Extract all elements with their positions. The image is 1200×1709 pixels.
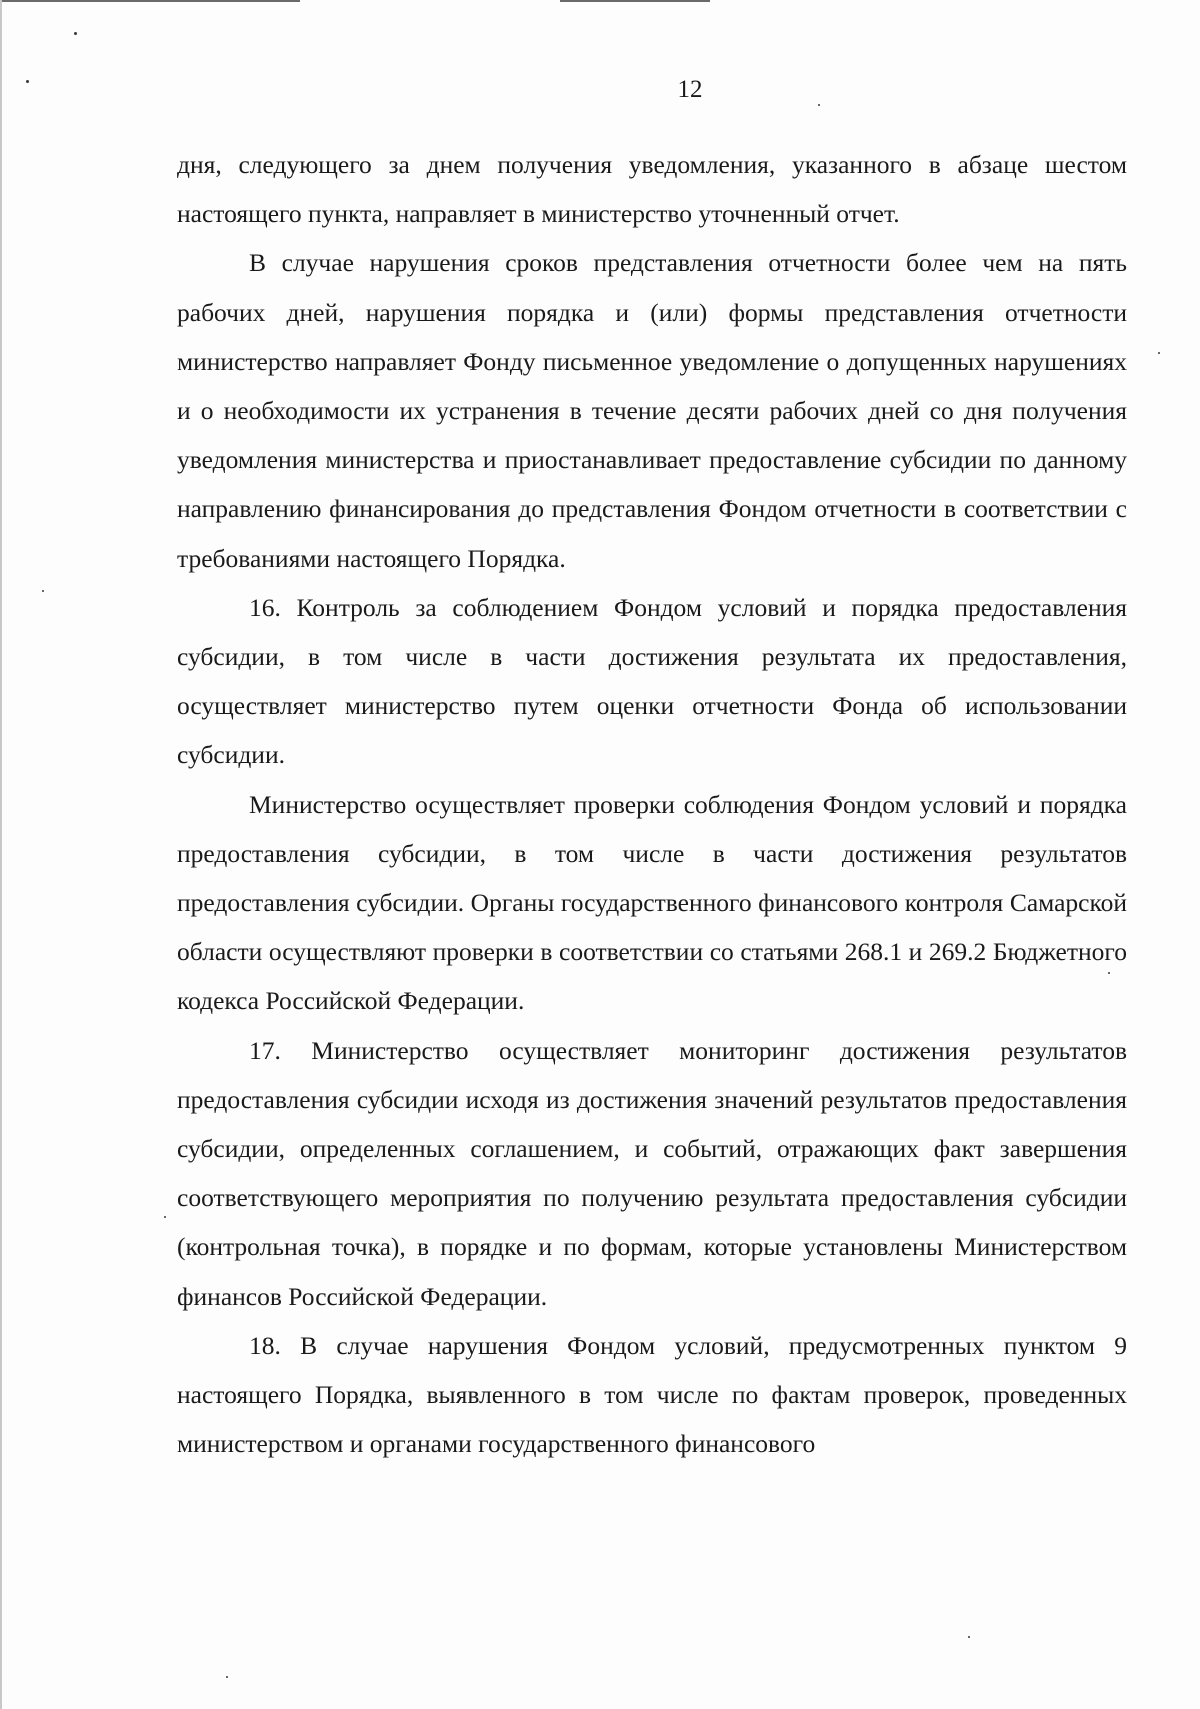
scan-speck — [74, 32, 77, 35]
scan-speck — [1158, 352, 1160, 354]
scan-speck — [42, 590, 44, 592]
scan-speck — [968, 1636, 970, 1638]
paragraph-item-16: 16. Контроль за соблюдением Фондом условий и порядка предоставления субсидии, в том числе в части достижения результата их предоставления, осуществляет министерство путем оценки отчетности Фонда об использовании субсидии. — [177, 592, 1127, 770]
scan-edge-top — [560, 0, 710, 2]
scan-edge-left — [0, 0, 2, 1709]
paragraph-continuation: дня, следующего за днем получения уведомления, указанного в абзаце шестом настоящего пункта, направляет в министерство уточненный отчет. — [177, 150, 1127, 229]
paragraph-ministry-checks: Министерство осуществляет проверки соблюдения Фондом условий и порядка предоставления субсидии, в том числе в части достижения результатов предоставления субсидии. Органы государственного финансового контроля Самарской области осуществляют проверки в соответствии со статьями 268.1 и 269.2 Бюджетного кодекса Российской Федерации. — [177, 789, 1127, 1016]
scan-speck — [818, 104, 820, 106]
scan-speck — [226, 1676, 228, 1678]
paragraph-item-17: 17. Министерство осуществляет мониторинг достижения результатов предоставления субсидии исходя из достижения значений результатов предоставления субсидии, определенных соглашением, и событий, отражающих факт завершения соответствующего мероприятия по получению результата предоставления субсидии (контрольная точка), в порядке и по формам, которые установлены Министерством финансов Российской Федерации. — [177, 1035, 1127, 1311]
paragraph-item-18: 18. В случае нарушения Фондом условий, предусмотренных пунктом 9 настоящего Порядка, выявленного в том числе по фактам проверок, проведенных министерством и органами государственного финансового — [177, 1330, 1127, 1459]
paragraph-violation-deadlines: В случае нарушения сроков представления отчетности более чем на пять рабочих дней, нарушения порядка и (или) формы представления отчетности министерство направляет Фонду письменное уведомление о допущенных нарушениях и о необходимости их устранения в течение десяти рабочих дней со дня получения уведомления министерства и приостанавливает предоставление субсидии по данному направлению финансирования до представления Фондом отчетности в соответствии с требованиями настоящего Порядка. — [177, 248, 1127, 573]
scan-edge-top — [0, 0, 300, 2]
scan-speck — [164, 1216, 166, 1218]
page-number: 12 — [677, 76, 703, 103]
document-body — [177, 140, 1127, 1468]
